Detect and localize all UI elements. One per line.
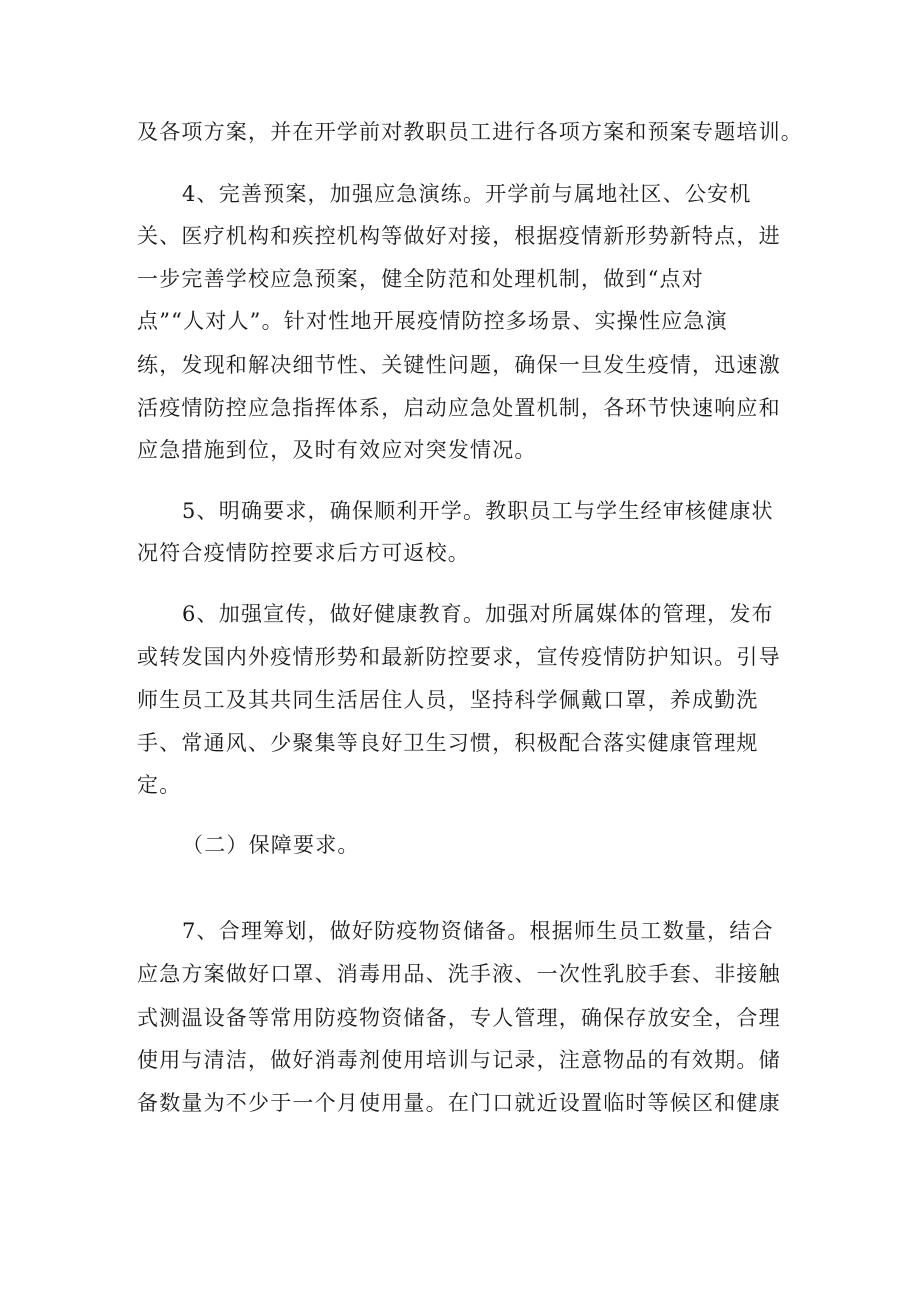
text-line: 关、医疗机构和疾控机构等做好对接，根据疫情新形势新特点，进 <box>137 224 781 248</box>
text-line: 及各项方案，并在开学前对教职员工进行各项方案和预案专题培训。 <box>137 120 803 144</box>
text-line: 活疫情防控应急指挥体系，启动应急处置机制，各环节快速响应和 <box>137 396 781 420</box>
text-line: 师生员工及其共同生活居住人员，坚持科学佩戴口罩，养成勤洗 <box>137 688 759 712</box>
paragraph-7-heading-line: 7、合理筹划，做好防疫物资储备。根据师生员工数量，结合 <box>182 919 774 943</box>
paragraph-4-heading-line: 4、完善预案，加强应急演练。开学前与属地社区、公安机 <box>182 182 752 206</box>
text-line: 练，发现和解决细节性、关键性问题，确保一旦发生疫情，迅速激 <box>137 353 781 377</box>
text-line: 手、常通风、少聚集等良好卫生习惯，积极配合落实健康管理规 <box>137 731 759 755</box>
text-line: 定。 <box>137 773 182 797</box>
paragraph-5-heading-line: 5、明确要求，确保顺利开学。教职员工与学生经审核健康状 <box>182 499 774 523</box>
text-line: 应急方案做好口罩、消毒用品、洗手液、一次性乳胶手套、非接触 <box>137 962 781 986</box>
text-line: 况符合疫情防控要求后方可返校。 <box>137 541 470 565</box>
section-heading: （二）保障要求。 <box>182 833 360 857</box>
text-line: 或转发国内外疫情形势和最新防控要求，宣传疫情防护知识。引导 <box>137 645 781 669</box>
text-line: 点”“人对人”。针对性地开展疫情防控多场景、实操性应急演 <box>137 309 728 333</box>
text-line: 一步完善学校应急预案，健全防范和处理机制，做到“点对 <box>137 267 704 291</box>
text-line: 备数量为不少于一个月使用量。在门口就近设置临时等候区和健康 <box>137 1091 781 1115</box>
paragraph-6-heading-line: 6、加强宣传，做好健康教育。加强对所属媒体的管理，发布 <box>182 602 774 626</box>
text-line: 式测温设备等常用防疫物资储备，专人管理，确保存放安全，合理 <box>137 1006 781 1030</box>
text-line: 使用与清洁，做好消毒剂使用培训与记录，注意物品的有效期。储 <box>137 1048 781 1072</box>
text-line: 应急措施到位，及时有效应对突发情况。 <box>137 438 537 462</box>
